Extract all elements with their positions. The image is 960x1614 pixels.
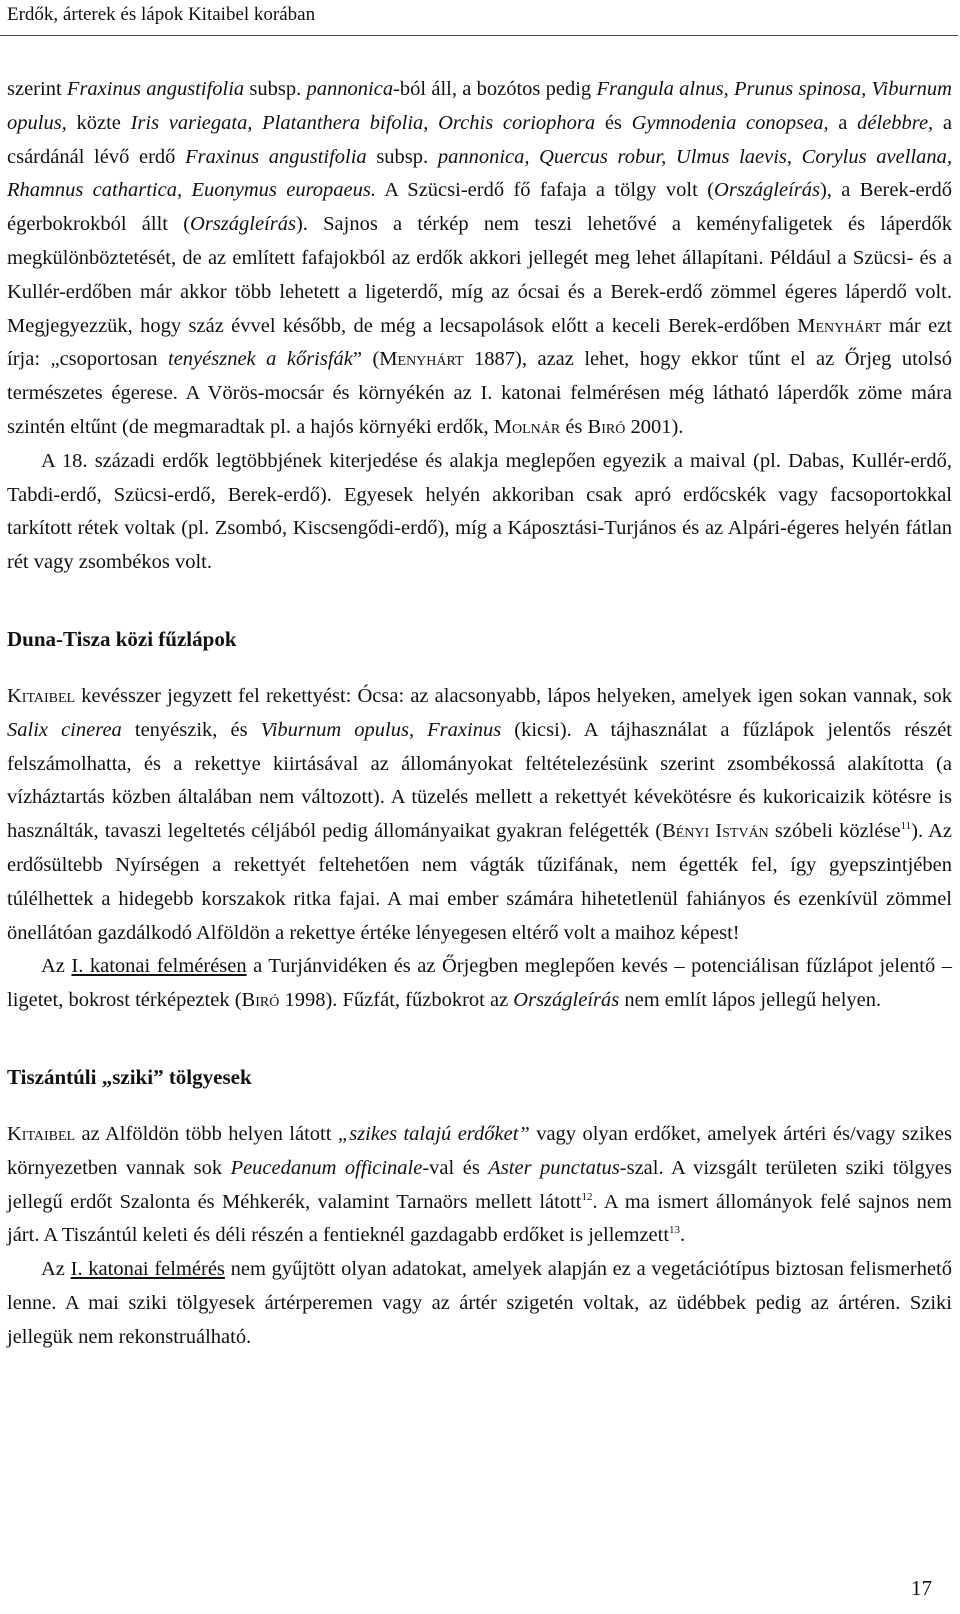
running-header: Erdők, árterek és lápok Kitaibel korában xyxy=(7,4,316,25)
paragraph: Az I. katonai felmérésen a Turjánvidéken és az Őrjegben meglepően kevés – potenciálisan fűzlápot jelentő – ligetet, bokrost térképeztek (Biró 1998). Fűzfát, fűzbokrot az Országleírás nem említ lápos jellegű helyen. xyxy=(7,955,953,1012)
paragraph: A 18. századi erdők legtöbbjének kiterjedése és alakja meglepően egyezik a maival (pl. Dabas, Kullér-erdő, Tabdi-erdő, Szücsi-erdő, Berek-erdő). Egyesek helyén akkoriban csak apró erdőcskék vagy facsoportokkal tarkított rétek voltak (pl. Zsombó, Kiscsengődi-erdő), míg a Káposztási-Turjános és az Alpári-égeres helyén fátlan rét vagy zsombékos volt. xyxy=(7,449,952,574)
footnote-ref: 11 xyxy=(900,820,912,833)
paragraph: Az I. katonai felmérés nem gyűjtött olyan adatokat, amelyek alapján ez a vegetációtípus biztosan felismerhető lenne. A mai sziki tölgyesek ártérperemen vagy az ártér szigetén voltak, az üdébbek pedig az ártéren. Sziki jellegük nem rekonstruálható. xyxy=(7,1258,953,1348)
footnote-ref: 12 xyxy=(581,1190,593,1203)
paragraph: szerint Fraxinus angustifolia subsp. pannonica-ból áll, a bozótos pedig Frangula alnus, Prunus spinosa, Viburnum opulus, közte Iris variegata, Platanthera bifolia, Orchis coriophora és Gymnodenia conopsea, a délebbre, a csárdánál lévő erdő Fraxinus angustifolia subsp. pannonica, Quercus robur, Ulmus laevis, Corylus avellana, Rhamnus cathartica, Euonymus europaeus. A Szücsi-erdő fő fafaja a tölgy volt (Országleírás), a Berek-erdő égerbokrokból állt (Országleírás). Sajnos a térkép nem teszi lehetővé a keményfaligetek és láperdők megkülönböztetését, de az említett fafajokból az erdők akkori jellegét meg lehet állapítani. Például a Szücsi- és a Kullér-erdőben már akkor több lehetett a ligeterdő, míg az ócsai és a Berek-erdő zömmel égeres láperdő volt. Megjegyezzük, hogy száz évvel később, de még a lecsapolások előtt a keceli Berek-erdőben Menyhárt már ezt írja: „csoportosan tenyésznek a kőrisfák” (Menyhárt 1887), azaz lehet, hogy ekkor tűnt el az Őrjeg utolsó természetes égerese. A Vörös-mocsár és környékén az I. katonai felmérésen még látható láperdők zöme mára szintén eltűnt (de megmaradtak pl. a hajós környéki erdők, Molnár és Biró 2001). xyxy=(7,78,953,438)
header-rule xyxy=(0,35,958,36)
section-heading: Duna-Tisza közi fűzlápok xyxy=(7,626,237,651)
section-heading: Tiszántúli „sziki” tölgyesek xyxy=(7,1064,252,1089)
underlined-term: I. katonai felmérésen xyxy=(71,955,247,978)
paragraph: Kitaibel kevésszer jegyzett fel rekettyést: Ócsa: az alacsonyabb, lápos helyeken, amelyek igen sokan vannak, sok Salix cinerea tenyészik, és Viburnum opulus, Fraxinus (kicsi). A tájhasználat a fűzlápok jelentős részét felszámolhatta, és a rekettye kiirtásával az állományokat feltételezésünk szerint zsombékossá alakította (a vízháztartás közben általában nem változott). A tüzelés mellett a rekettyét kévekötésre és kukoricaizik kötésre is használták, tavaszi legeltetés céljából pedig állományaikat gyakran felégették (Bényi István szóbeli közlése$^{11}$). Az erdősültebb Nyírségen a rekettyét feltehetően nem vágták tűzifának, nem égették fel, így gyepszintjében túlélhettek a hidegebb korszakok ritka fajai. A mai ember számára hihetetlenül fahiányos és ezenkívül zömmel önellátóan gazdálkodó Alföldön a rekettye értéke lényegesen eltérő volt a maihoz képest! xyxy=(7,684,952,944)
footnote-ref: 13 xyxy=(669,1224,681,1237)
page-number: 17 xyxy=(911,1576,932,1600)
page-body xyxy=(7,73,952,1355)
underlined-term: I. katonai felmérés xyxy=(70,1258,225,1281)
paragraph: Kitaibel az Alföldön több helyen látott „szikes talajú erdőket” vagy olyan erdőket, amelyek ártéri és/vagy szikes környezetben vannak sok Peucedanum officinale-val és Aster punctatus-szal. A vizsgált területen sziki tölgyes jellegű erdőt Szalonta és Méhkerék, valamint Tarnaörs mellett látott$^{12}$. A ma ismert állományok felé sajnos nem járt. A Tiszántúl keleti és déli részén a fentieknél gazdagabb erdőket is jellemzett$^{13}$. xyxy=(7,1122,952,1247)
